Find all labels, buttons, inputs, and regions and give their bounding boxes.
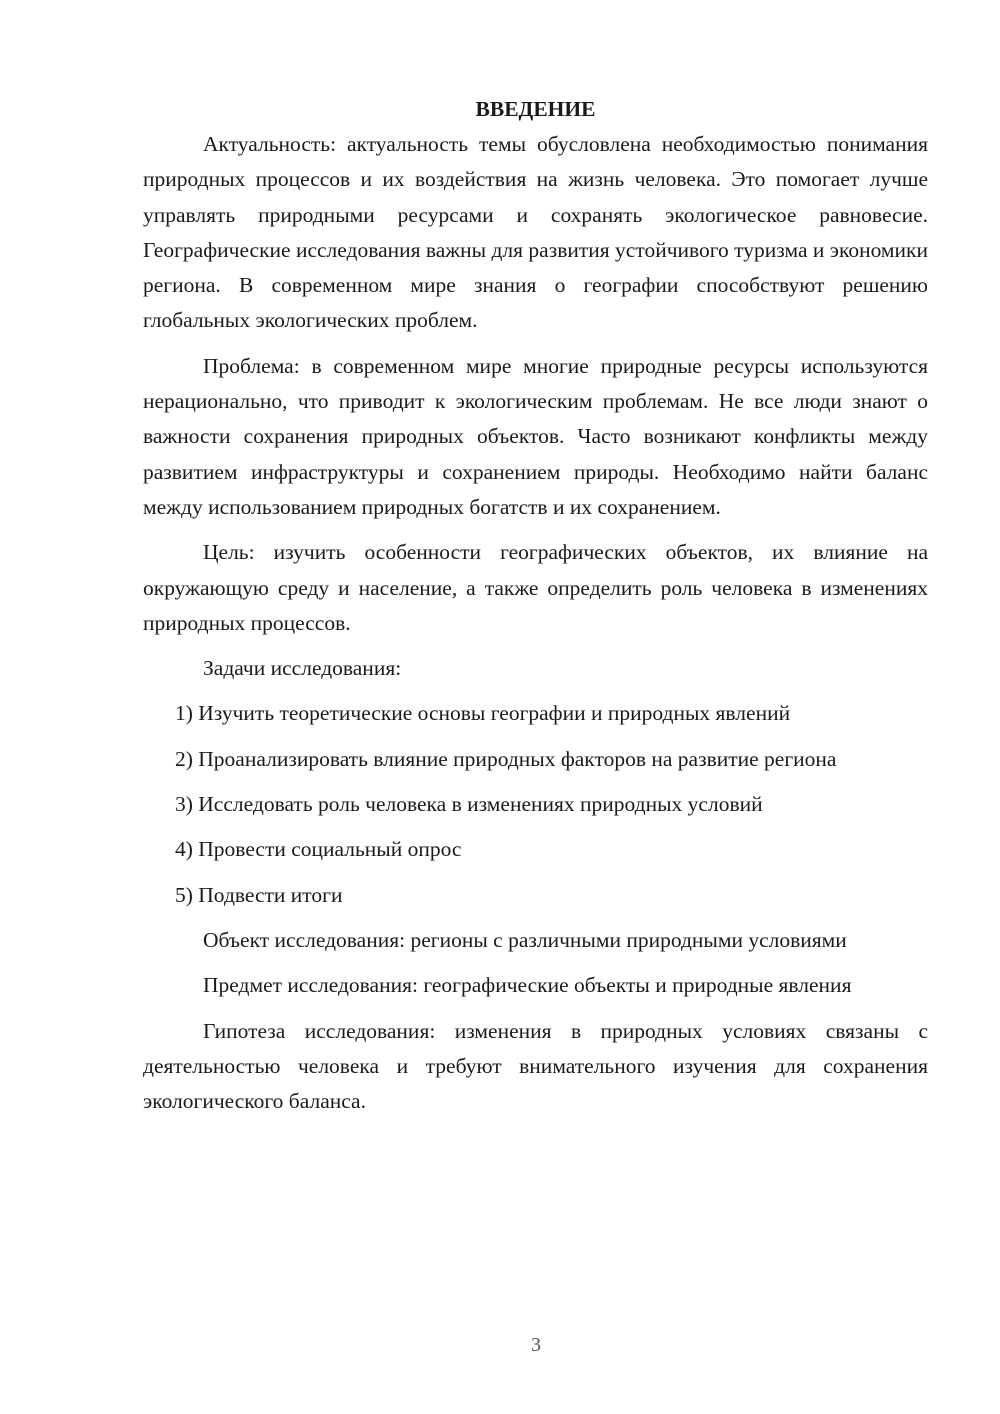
paragraph-goal: Цель: изучить особенности географических объектов, их влияние на окружающую среду и население, а также определить роль человека в изменениях природных процессов. [143, 540, 928, 635]
paragraph-hypothesis: Гипотеза исследования: изменения в природных условиях связаны с деятельностью человека и требуют внимательного изучения для сохранения экологического баланса. [143, 1018, 928, 1114]
paragraph-object: Объект исследования: регионы с различными природными условиями [203, 927, 847, 952]
page-number: 3 [531, 1334, 541, 1356]
task-item: 3) Исследовать роль человека в изменениях природных условий [175, 792, 763, 817]
paragraph-subject: Предмет исследования: географические объекты и природные явления [203, 973, 852, 998]
task-item: 2) Проанализировать влияние природных факторов на развитие региона [175, 746, 837, 771]
page-content [143, 92, 928, 1129]
task-item: 1) Изучить теоретические основы географии и природных явлений [175, 701, 791, 726]
section-title: ВВЕДЕНИЕ [475, 97, 596, 121]
task-item: 4) Провести социальный опрос [175, 837, 462, 862]
tasks-heading: Задачи исследования: [203, 656, 402, 681]
paragraph-relevance: Актуальность: актуальность темы обусловлена необходимостью понимания природных процессов и их воздействия на жизнь человека. Это помогает лучше управлять природными ресурсами и сохранять экологическое равновесие. Географические исследования важны для развития устойчивого туризма и экономики региона. В современном мире знания о географии способствуют решению глобальных экологических проблем. [143, 132, 928, 333]
paragraph-problem: Проблема: в современном мире многие природные ресурсы используются нерационально, что приводит к экологическим проблемам. Не все люди знают о важности сохранения природных объектов. Часто возникают конфликты между развитием инфраструктуры и сохранением природы. Необходимо найти баланс между использованием природных богатств и их сохранением. [143, 353, 928, 519]
task-item: 5) Подвести итоги [175, 882, 343, 907]
